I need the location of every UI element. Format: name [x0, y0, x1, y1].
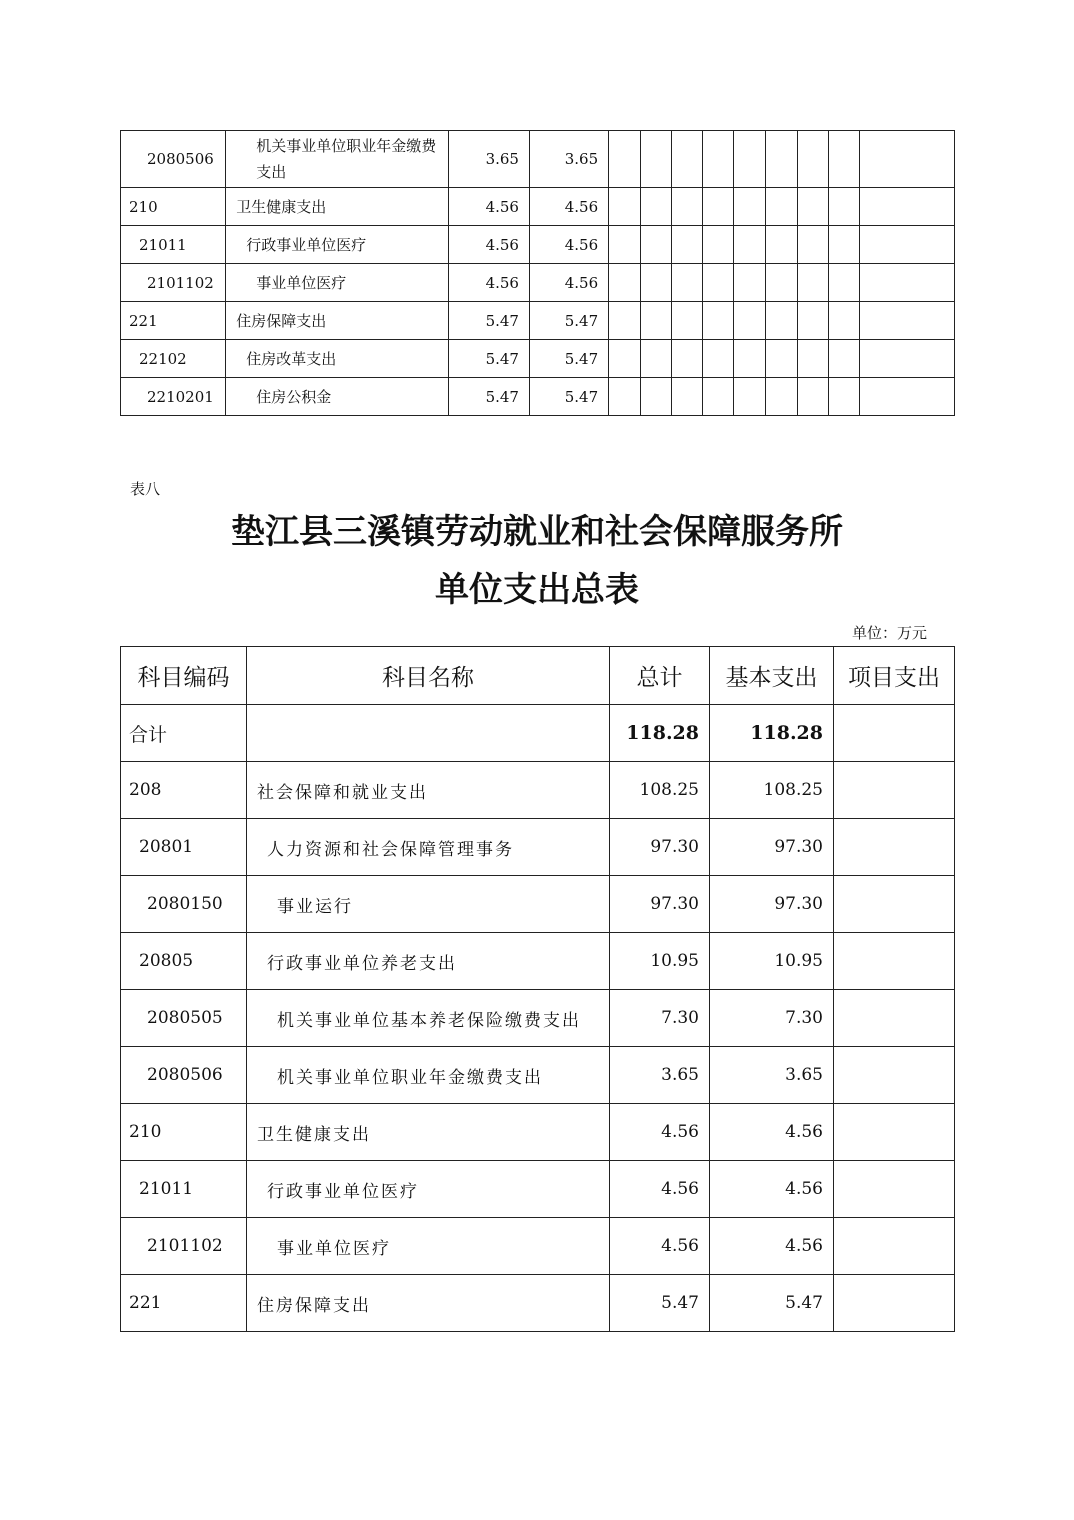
- row-total: 3.65: [610, 1047, 710, 1104]
- page-subtitle: 单位支出总表: [435, 570, 639, 610]
- row-basic: 4.56: [710, 1104, 834, 1161]
- empty-cell: [609, 188, 641, 226]
- empty-cell: [609, 378, 641, 416]
- row-total: 5.47: [448, 302, 529, 340]
- empty-cell: [859, 188, 954, 226]
- row-total: 3.65: [448, 131, 529, 188]
- page-title: 垫江县三溪镇劳动就业和社会保障服务所: [231, 512, 843, 552]
- empty-cell: [672, 340, 703, 378]
- empty-cell: [703, 226, 734, 264]
- row-total: 7.30: [610, 990, 710, 1047]
- row-code: 22102: [121, 340, 226, 378]
- row-total: 4.56: [610, 1161, 710, 1218]
- continuation-table: [120, 130, 955, 416]
- table-row: [121, 226, 955, 264]
- table-row: [121, 1104, 955, 1161]
- row-project: [834, 1104, 955, 1161]
- empty-cell: [703, 131, 734, 188]
- empty-cell: [734, 131, 766, 188]
- total-name-cell: [247, 705, 610, 762]
- table-row: [121, 762, 955, 819]
- row-basic: 3.65: [529, 131, 608, 188]
- row-code: 2101102: [121, 1218, 247, 1275]
- row-basic: 4.56: [529, 188, 608, 226]
- row-total: 4.56: [448, 264, 529, 302]
- total-label: 合计: [121, 705, 247, 762]
- total-row: [121, 705, 955, 762]
- empty-cell: [641, 264, 672, 302]
- empty-cell: [609, 226, 641, 264]
- table-row: [121, 1275, 955, 1332]
- empty-cell: [641, 378, 672, 416]
- empty-cell: [703, 302, 734, 340]
- table-row: [121, 340, 955, 378]
- empty-cell: [609, 264, 641, 302]
- empty-cell: [734, 378, 766, 416]
- row-name: 行政事业单位医疗: [226, 226, 449, 264]
- row-name: 机关事业单位基本养老保险缴费支出: [247, 990, 610, 1047]
- row-code: 2101102: [121, 264, 226, 302]
- row-basic: 4.56: [710, 1218, 834, 1275]
- table-row: [121, 264, 955, 302]
- row-code: 221: [121, 1275, 247, 1332]
- row-name: 人力资源和社会保障管理事务: [247, 819, 610, 876]
- empty-cell: [766, 131, 797, 188]
- row-code: 210: [121, 1104, 247, 1161]
- row-project: [834, 933, 955, 990]
- table-row: [121, 188, 955, 226]
- row-total: 97.30: [610, 819, 710, 876]
- empty-cell: [828, 226, 859, 264]
- row-name: 行政事业单位养老支出: [247, 933, 610, 990]
- empty-cell: [766, 188, 797, 226]
- row-basic: 108.25: [710, 762, 834, 819]
- row-project: [834, 990, 955, 1047]
- empty-cell: [828, 302, 859, 340]
- empty-cell: [797, 378, 828, 416]
- row-name: 机关事业单位职业年金缴费支出: [247, 1047, 610, 1104]
- empty-cell: [859, 131, 954, 188]
- empty-cell: [641, 131, 672, 188]
- empty-cell: [797, 131, 828, 188]
- expenditure-summary-table: [120, 646, 955, 1332]
- empty-cell: [672, 131, 703, 188]
- total-total: 118.28: [610, 705, 710, 762]
- row-basic: 5.47: [529, 378, 608, 416]
- row-project: [834, 1047, 955, 1104]
- empty-cell: [641, 340, 672, 378]
- row-code: 2080505: [121, 990, 247, 1047]
- row-total: 4.56: [448, 188, 529, 226]
- total-project: [834, 705, 955, 762]
- row-code: 20801: [121, 819, 247, 876]
- empty-cell: [797, 188, 828, 226]
- table-row: [121, 302, 955, 340]
- row-total: 97.30: [610, 876, 710, 933]
- row-total: 108.25: [610, 762, 710, 819]
- empty-cell: [859, 226, 954, 264]
- row-total: 5.47: [448, 378, 529, 416]
- empty-cell: [828, 378, 859, 416]
- row-project: [834, 762, 955, 819]
- header-total: 总计: [610, 647, 710, 705]
- table-row: [121, 1218, 955, 1275]
- table-row: [121, 1047, 955, 1104]
- empty-cell: [766, 340, 797, 378]
- empty-cell: [797, 302, 828, 340]
- row-code: 208: [121, 762, 247, 819]
- empty-cell: [672, 264, 703, 302]
- empty-cell: [672, 188, 703, 226]
- row-name: 机关事业单位职业年金缴费支出: [226, 131, 449, 188]
- row-basic: 97.30: [710, 819, 834, 876]
- continuation-table-body: [121, 131, 955, 416]
- row-basic: 7.30: [710, 990, 834, 1047]
- empty-cell: [734, 188, 766, 226]
- empty-cell: [734, 264, 766, 302]
- row-total: 4.56: [610, 1218, 710, 1275]
- row-basic: 97.30: [710, 876, 834, 933]
- row-code: 20805: [121, 933, 247, 990]
- empty-cell: [859, 340, 954, 378]
- empty-cell: [672, 378, 703, 416]
- row-name: 事业单位医疗: [226, 264, 449, 302]
- empty-cell: [797, 340, 828, 378]
- row-total: 5.47: [610, 1275, 710, 1332]
- table-label: 表八: [130, 480, 161, 498]
- table-row: [121, 990, 955, 1047]
- total-basic: 118.28: [710, 705, 834, 762]
- table-row: [121, 378, 955, 416]
- row-basic: 4.56: [529, 226, 608, 264]
- empty-cell: [703, 378, 734, 416]
- empty-cell: [828, 188, 859, 226]
- header-project: 项目支出: [834, 647, 955, 705]
- empty-cell: [859, 302, 954, 340]
- row-basic: 10.95: [710, 933, 834, 990]
- empty-cell: [734, 302, 766, 340]
- row-code: 2210201: [121, 378, 226, 416]
- empty-cell: [766, 264, 797, 302]
- row-project: [834, 1218, 955, 1275]
- table-row: [121, 876, 955, 933]
- empty-cell: [828, 264, 859, 302]
- empty-cell: [766, 226, 797, 264]
- row-name: 事业单位医疗: [247, 1218, 610, 1275]
- row-name: 事业运行: [247, 876, 610, 933]
- row-code: 2080150: [121, 876, 247, 933]
- row-project: [834, 876, 955, 933]
- row-total: 10.95: [610, 933, 710, 990]
- table-header-row: [121, 647, 955, 705]
- empty-cell: [609, 302, 641, 340]
- empty-cell: [703, 340, 734, 378]
- row-basic: 3.65: [710, 1047, 834, 1104]
- row-total: 5.47: [448, 340, 529, 378]
- row-basic: 5.47: [529, 302, 608, 340]
- row-name: 住房改革支出: [226, 340, 449, 378]
- header-name: 科目名称: [247, 647, 610, 705]
- empty-cell: [734, 340, 766, 378]
- row-name: 住房保障支出: [226, 302, 449, 340]
- empty-cell: [766, 378, 797, 416]
- table-row: [121, 1161, 955, 1218]
- row-code: 21011: [121, 1161, 247, 1218]
- empty-cell: [609, 131, 641, 188]
- empty-cell: [609, 340, 641, 378]
- row-name: 卫生健康支出: [247, 1104, 610, 1161]
- row-basic: 5.47: [710, 1275, 834, 1332]
- row-name: 住房公积金: [226, 378, 449, 416]
- empty-cell: [672, 302, 703, 340]
- row-basic: 5.47: [529, 340, 608, 378]
- empty-cell: [672, 226, 703, 264]
- empty-cell: [703, 264, 734, 302]
- row-code: 210: [121, 188, 226, 226]
- empty-cell: [828, 340, 859, 378]
- header-code: 科目编码: [121, 647, 247, 705]
- table-row: [121, 131, 955, 188]
- row-name: 卫生健康支出: [226, 188, 449, 226]
- row-project: [834, 1275, 955, 1332]
- row-project: [834, 819, 955, 876]
- empty-cell: [828, 131, 859, 188]
- empty-cell: [766, 302, 797, 340]
- empty-cell: [641, 188, 672, 226]
- row-basic: 4.56: [529, 264, 608, 302]
- table-row: [121, 819, 955, 876]
- row-project: [834, 1161, 955, 1218]
- row-total: 4.56: [448, 226, 529, 264]
- empty-cell: [797, 226, 828, 264]
- empty-cell: [641, 226, 672, 264]
- empty-cell: [859, 264, 954, 302]
- row-code: 2080506: [121, 131, 226, 188]
- table-row: [121, 933, 955, 990]
- header-basic: 基本支出: [710, 647, 834, 705]
- empty-cell: [859, 378, 954, 416]
- main-table-body: [121, 705, 955, 1332]
- row-name: 住房保障支出: [247, 1275, 610, 1332]
- row-code: 2080506: [121, 1047, 247, 1104]
- unit-label: 单位：万元: [852, 624, 928, 642]
- empty-cell: [797, 264, 828, 302]
- row-code: 21011: [121, 226, 226, 264]
- row-total: 4.56: [610, 1104, 710, 1161]
- empty-cell: [734, 226, 766, 264]
- empty-cell: [641, 302, 672, 340]
- row-code: 221: [121, 302, 226, 340]
- row-basic: 4.56: [710, 1161, 834, 1218]
- row-name: 社会保障和就业支出: [247, 762, 610, 819]
- row-name: 行政事业单位医疗: [247, 1161, 610, 1218]
- empty-cell: [703, 188, 734, 226]
